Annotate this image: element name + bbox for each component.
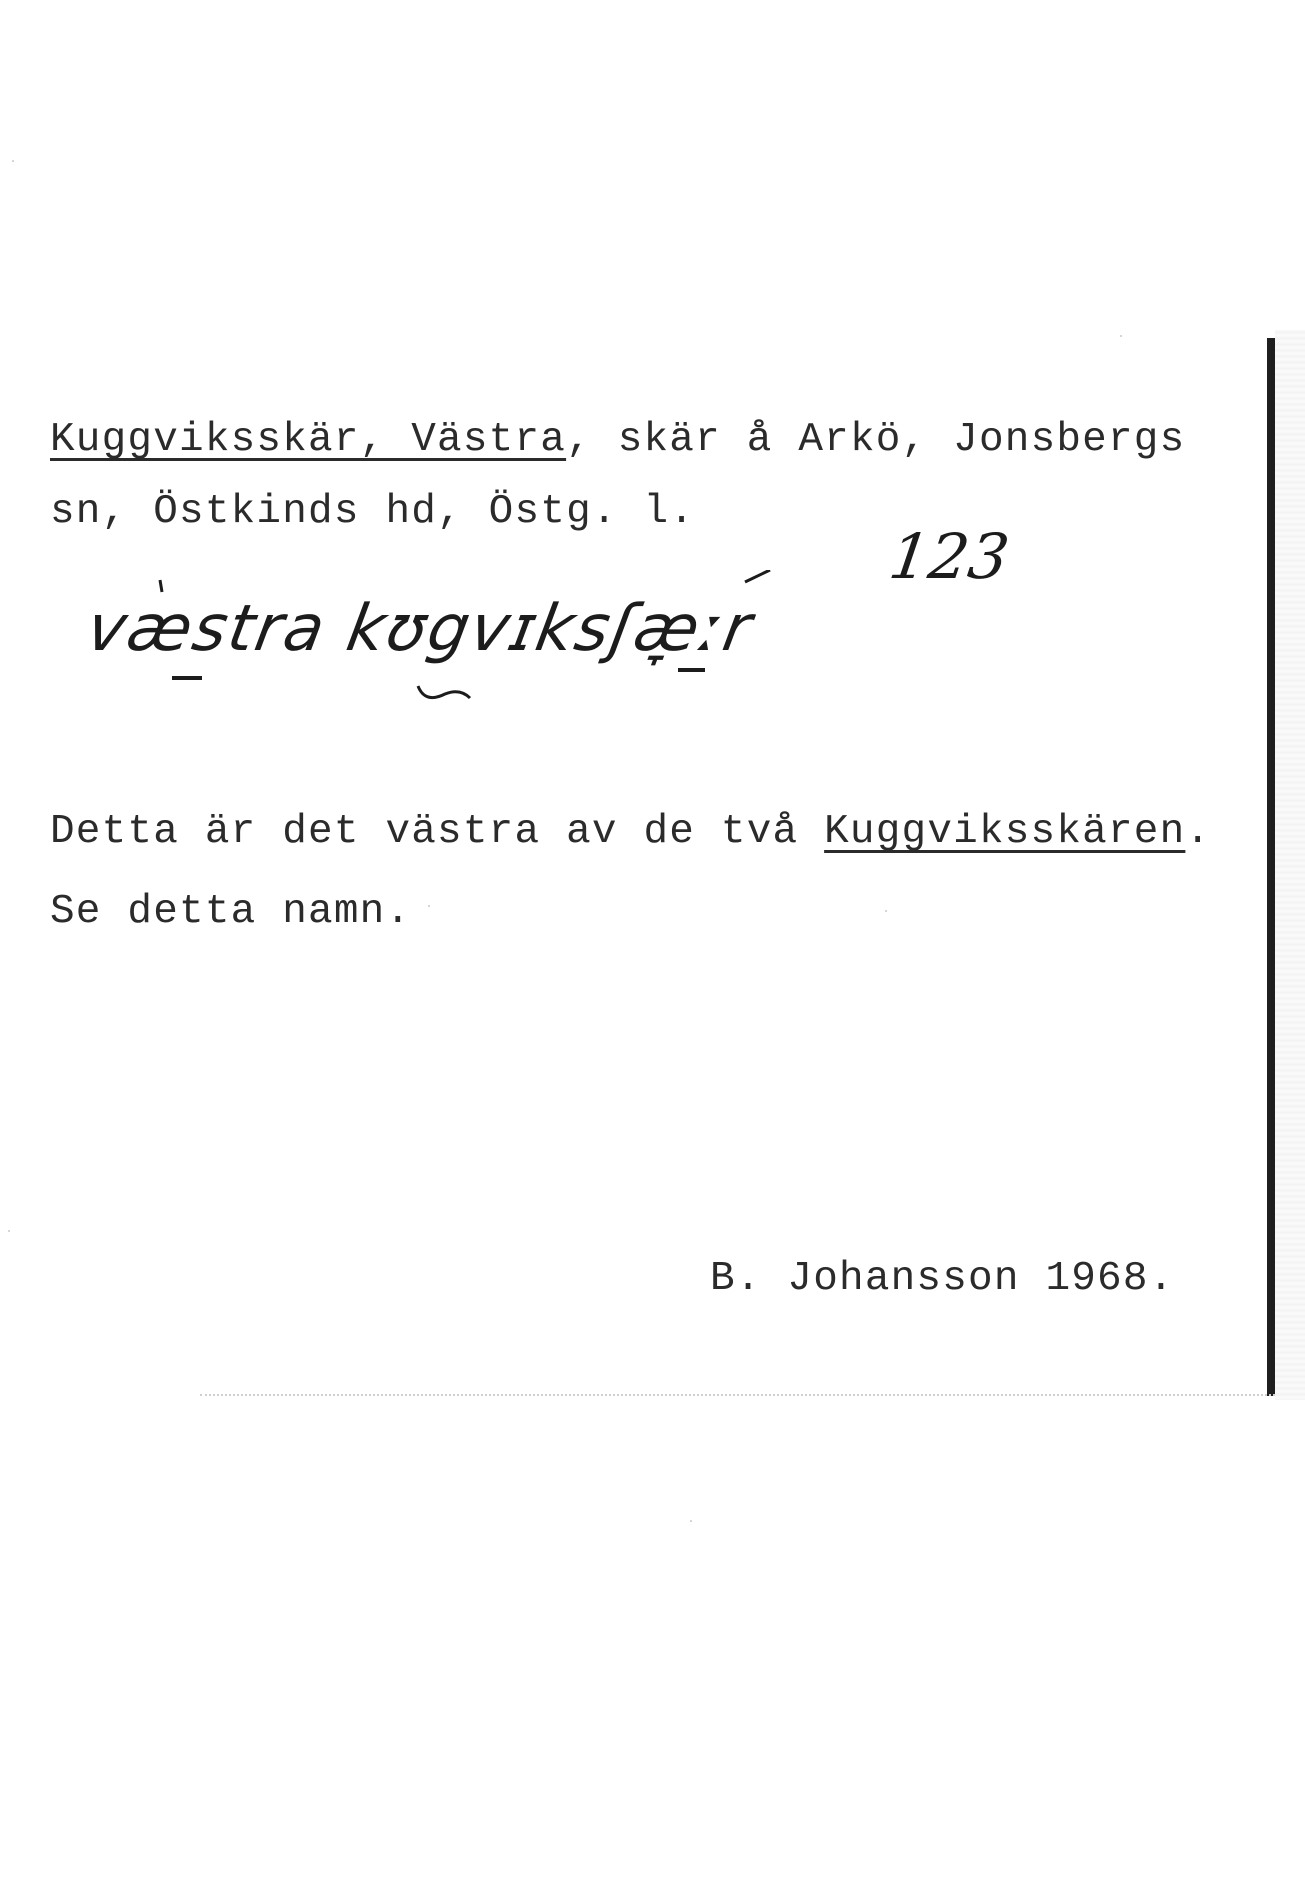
scan-speck [1120,335,1122,337]
entry-line-2: sn, Östkinds hd, Östg. l. [50,489,696,535]
body-period: . [1185,809,1212,855]
tie-mark [418,686,470,698]
scan-speck [690,1520,692,1522]
handwritten-number: 123 [884,520,1014,593]
card-bottom-edge [200,1394,1275,1396]
entry-line-1 [50,416,1185,464]
cross-reference: Kuggviksskären [824,809,1186,855]
pronunciation-marks [80,570,780,710]
card-edge-shadow [1275,330,1305,1400]
body-line-1 [50,808,1211,856]
scan-speck [428,905,430,907]
handwritten-pronunciation: væstra kʊgvɪksʃæ̞ːr [81,592,759,666]
body-text: Detta är det västra av de två [50,809,825,855]
entry-location: , skär å Arkö, Jonsbergs [566,417,1186,463]
body-line-2: Se detta namn. [50,889,412,935]
scan-speck [885,910,887,912]
scan-speck [12,160,14,162]
entry-headword: Kuggviksskär, Västra [50,417,567,463]
stress-mark [160,580,162,592]
accent-mark [745,570,770,582]
card-right-edge [1267,338,1275,1396]
scan-speck [8,1230,10,1232]
signature: B. Johansson 1968. [710,1256,1175,1302]
